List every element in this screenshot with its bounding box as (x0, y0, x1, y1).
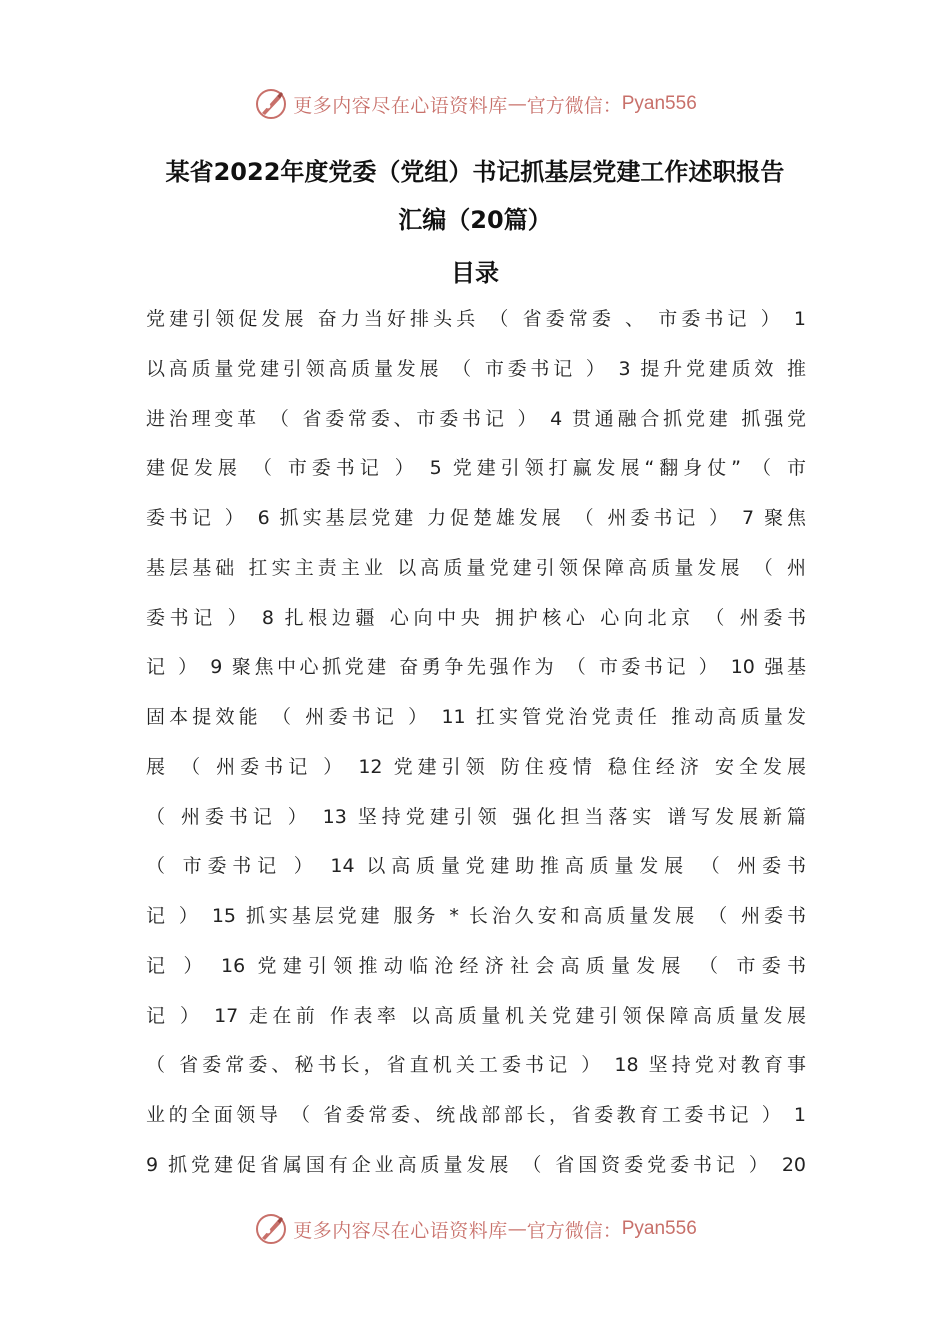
pen-logo-icon (253, 1211, 289, 1247)
toc-line: 进治理变革 （ 省委常委、市委书记 ） 4 贯通融合抓党建 抓强党 (146, 408, 806, 430)
toc-line: 委书记 ） 6 抓实基层党建 力促楚雄发展 （ 州委书记 ） 7 聚焦 (146, 507, 806, 529)
banner-wechat-label: 官方微信： (526, 1219, 622, 1242)
toc-line: 以高质量党建引领高质量发展 （ 市委书记 ） 3 提升党建质效 推 (146, 358, 806, 380)
document-title-line-1: 某省2022年度党委（党组）书记抓基层党建工作述职报告 (165, 158, 785, 186)
toc-line: 业的全面领导 （ 省委常委、统战部部长，省委教育工委书记 ） 1 (146, 1104, 806, 1126)
toc-heading: 目录 (451, 259, 499, 287)
banner-dash: — (507, 93, 527, 115)
toc-line: 固本提效能 （ 州委书记 ） 11 扛实管党治党责任 推动高质量发 (146, 706, 806, 728)
toc-line: （ 市委书记 ） 14 以高质量党建助推高质量发展 （ 州委书 (146, 855, 806, 877)
toc-line: （ 州委书记 ） 13 坚持党建引领 强化担当落实 谱写发展新篇 (146, 806, 806, 828)
banner-wechat-id: Pyan556 (621, 1218, 697, 1239)
toc-line: 建促发展 （ 市委书记 ） 5 党建引领打赢发展“翻身仗” （ 市 (146, 457, 806, 479)
toc-line: 9 抓党建促省属国有企业高质量发展 （ 省国资委党委书记 ） 20 (146, 1154, 806, 1176)
watermark-banner-top (0, 84, 950, 124)
banner-wechat-id: Pyan556 (621, 93, 697, 114)
banner-site-text: 更多内容尽在心语资料库 (293, 94, 508, 117)
banner-wechat-label: 官方微信： (526, 94, 622, 117)
pen-logo-icon (253, 86, 289, 122)
toc-line: 展 （ 州委书记 ） 12 党建引领 防住疫情 稳住经济 安全发展 (146, 756, 806, 778)
toc-line: 党建引领促发展 奋力当好排头兵 （ 省委常委 、 市委书记 ） 1 (146, 308, 806, 330)
toc-line: 基层基础 扛实主责主业 以高质量党建引领保障高质量发展 （ 州 (146, 557, 806, 579)
toc-line: （ 省委常委、秘书长，省直机关工委书记 ） 18 坚持党对教育事 (146, 1054, 806, 1076)
toc-line: 记 ） 17 走在前 作表率 以高质量机关党建引领保障高质量发展 (146, 1005, 806, 1027)
watermark-banner-bottom (0, 1209, 950, 1249)
toc-line: 记 ） 16 党建引领推动临沧经济社会高质量发展 （ 市委书 (146, 955, 806, 977)
document-title-line-2: 汇编（20篇） (398, 206, 552, 234)
toc-line: 委书记 ） 8 扎根边疆 心向中央 拥护核心 心向北京 （ 州委书 (146, 607, 806, 629)
banner-dash: — (507, 1218, 527, 1240)
banner-site-text: 更多内容尽在心语资料库 (293, 1219, 508, 1242)
toc-line: 记 ） 9 聚焦中心抓党建 奋勇争先强作为 （ 市委书记 ） 10 强基 (146, 656, 806, 678)
toc-line: 记 ） 15 抓实基层党建 服务 * 长治久安和高质量发展 （ 州委书 (146, 905, 806, 927)
